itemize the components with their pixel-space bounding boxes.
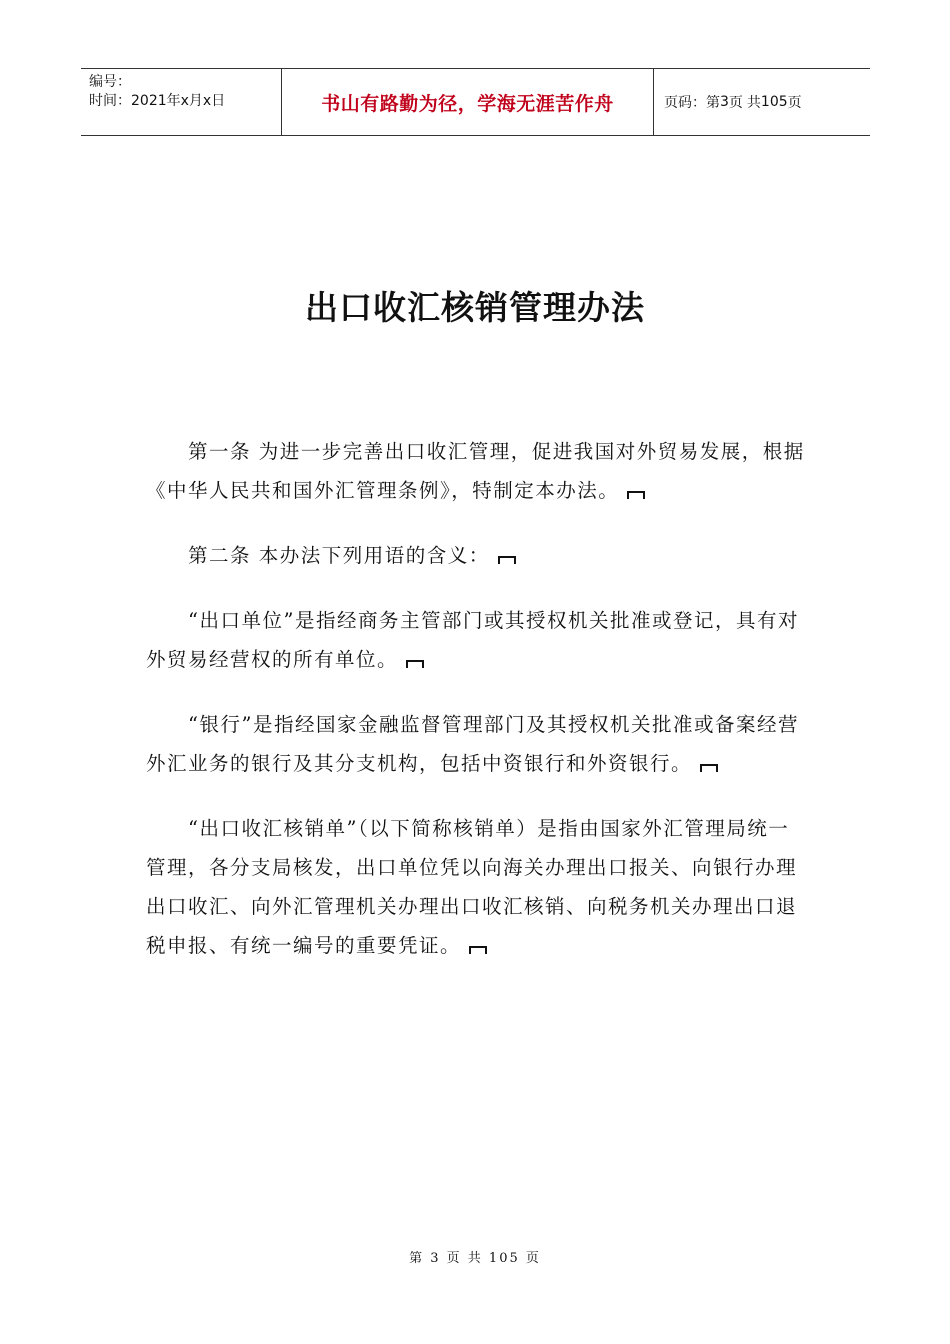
header-motto [282, 69, 654, 135]
page-mid: 页 [728, 95, 743, 111]
motto-text: 书山有路勤为径，学海无涯苦作舟 [321, 92, 614, 115]
page-footer: 第 3 页 共 105 页 [409, 1251, 541, 1266]
paragraph-text: “银行”是指经国家金融监督管理部门及其授权机关批准或备案经营外汇业务的银行及其分支机构，包括中资银行和外资银行。 [146, 713, 799, 775]
paragraph [146, 536, 806, 575]
paragraph-text: 第二条 本办法下列用语的含义： [188, 544, 490, 567]
paragraph-mark-icon [700, 764, 718, 772]
page-header [81, 68, 870, 136]
total-suffix: 页 [787, 95, 802, 111]
document-title: 出口收汇核销管理办法 [305, 288, 645, 327]
paragraph-text: 第一条 为进一步完善出口收汇管理，促进我国对外贸易发展，根据《中华人民共和国外汇管理条例》，特制定本办法。 [146, 440, 805, 502]
number-label: 编号： [89, 74, 131, 90]
paragraph [146, 432, 806, 510]
paragraph [146, 601, 806, 679]
paragraph-mark-icon [469, 946, 487, 954]
time-label: 时间：2021年x月x日 [89, 93, 226, 109]
paragraph-mark-icon [498, 556, 516, 564]
paragraph-mark-icon [406, 660, 424, 668]
paragraph-text: “出口单位”是指经商务主管部门或其授权机关批准或登记，具有对外贸易经营权的所有单位。 [146, 609, 799, 671]
paragraph-text: “出口收汇核销单”（以下简称核销单）是指由国家外汇管理局统一管理，各分支局核发，出口单位凭以向海关办理出口报关、向银行办理出口收汇、向外汇管理机关办理出口收汇核销、向税务机关办理出口退税申报、有统一编号的重要凭证。 [146, 817, 798, 957]
paragraph-mark-icon [627, 491, 645, 499]
page-number: 3 [720, 94, 729, 110]
paragraph [146, 705, 806, 783]
document-body [146, 432, 806, 991]
total-pages: 105 [760, 94, 788, 110]
header-meta [81, 69, 282, 135]
page-prefix: 页码：第 [664, 95, 720, 111]
header-page-info [654, 69, 870, 135]
total-prefix: 共 [746, 95, 761, 111]
paragraph [146, 809, 806, 965]
